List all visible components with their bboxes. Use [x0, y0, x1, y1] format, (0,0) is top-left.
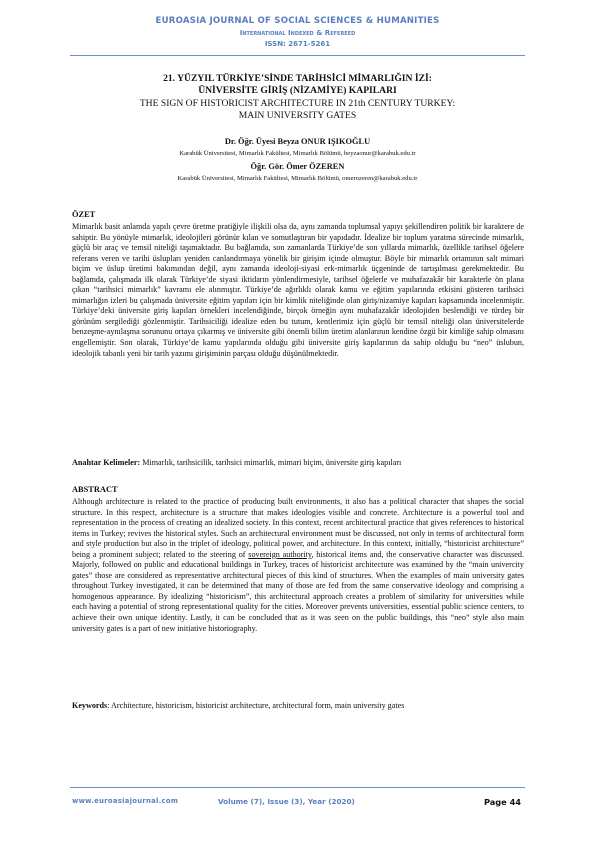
abstract-underlined-term: sovereign authority	[248, 549, 312, 559]
journal-issn: ISSN: 2671-5261	[264, 40, 331, 48]
journal-subtitle: International Indexed & Refereed	[239, 29, 356, 37]
title-turkish-line-2: ÜNİVERSİTE GİRİŞ (NİZAMİYE) KAPILARI	[198, 84, 397, 96]
journal-name: EUROASIA JOURNAL OF SOCIAL SCIENCES & HUMANITIES	[155, 16, 440, 26]
author-affiliation: Karabük Üniversitesi, Mimarlık Fakültesi, Mimarlık Bölümü, beyzaonur@karabuk.edu.tr	[179, 150, 416, 157]
abstract-text-part-1: Although architecture is related to the practice of producing built environments, it also has a political character that shapes the social structure. In this respect, architecture is a structure that makes ideologies visible and concrete. Architecture is a powerful tool and representation in the process of creating an idealized society. In this context, recent architectural practice that gives references to historical items in Turkey; revives the historical styles. Such an architectural environment must be discussed, not only in terms of architectural form and style production but also in the triplet of ideology, political power, and architecture. In this context, initially, “historicist architecture” being a prominent subject; related to the steering of	[72, 497, 524, 559]
abstract-text-part-2: , historical items and, the conservative character was discussed. Majorly, followed on public and educational buildings in Turkey, traces of historicist architecture was examined by the “main univercity gates” those are considered as representative architectural pieces of this kind of structures. When the examples of main university gates throughout Turkey investigated, it can be determined that many of those are fed from the same conservative ideology and comprising a homogenous appearance. By idealizing “historicism”, this architectural approach creates a problem of similarity for universities while each having a potential of strong representational quality for the cities. Moreover prevents universities, essential public science centers, to achieve their own unique identity. Lastly, it can be concluded that as it was seen on the public buildings, this “neo” style also main university gates is a part of new initiative historiography.	[72, 549, 524, 633]
title-english	[0, 98, 595, 121]
header-divider	[70, 55, 525, 56]
ozet-text: Mimarlık basit anlamda yapılı çevre üretme pratiğiyle ilişkili olsa da, aynı zamanda toplumsal yapıyı şekillendiren politik bir karaktere de sahiptir. Bu yönüyle mimarlık, ideolojileri görünür kılan ve somutlaştıran bir yapıdadır. İdealize bir toplum yaratma sürecinde mimarlık, güçlü bir araç ve temsil niteliği taşımaktadır. Bu bağlamda, son zamanlarda Türkiye’de son yıllarda mimarlık, özellikle tarihsel öğelere referans veren ve tarihi üslupları yeniden canlandırmaya yönelik bir girişim içinde olmuştur. Böyle bir mimarlık ortamının salt mimari biçim ve üslup üretimi bakımından değil, aynı zamanda ideoloji-siyasi erk-mimarlık üçgeninde de tartışılması gerekmektedir. Bu bağlamda, çalışmada ilk olarak Türkiye’de siyasi iktidarın yönlendirmesiyle, tarihsel öğelerle ve muhafazakâr bir karakterle ön plana çıkan “tarihsici mimarlık” kavramı ele alınmıştır. Türkiye’de ağırlıklı olarak kamu ve eğitim yapılarında etkisini gösteren tarihsici mimarlığın izleri bu çalışmada üniversite eğitim yapıları için bir kimlik niteliğinde olan giriş/nizamiye kapıları kapsamında incelenmiştir. Türkiye’deki üniversite giriş kapıları örnekleri incelendiğinde, birçok örneğin aynı muhafazakâr ideolojiden beslendiği ve türdeş bir görünüm sergilediği gözlenmiştir. Tarihsiciliği idealize eden bu tutum, kentlerimiz için güçlü bir temsil niteliği olan üniversitelerde benzeşme-aynılaşma sorununu ortaya çıkarmış ve üniversite gibi önemli bilim üretim alanlarının kendine özgü bir kimliğe sahip olmasını engellemiştir. Son olarak, Türkiye’de kamu yapılarında olduğu gibi üniversite giriş kapılarının da sahip olduğu bu “neo” üslubun, ideolojik tabanlı yeni bir tarih yazımı girişiminin parçası olduğu düşünülmektedir.	[72, 222, 524, 358]
footer-page-number: Page 44	[484, 797, 521, 807]
turkish-keywords-label: Anahtar Kelimeler:	[72, 458, 141, 467]
abstract-text	[72, 497, 524, 634]
ozet-heading: ÖZET	[72, 210, 96, 219]
author-name: Dr. Öğr. Üyesi Beyza ONUR IŞIKOĞLU	[224, 137, 371, 146]
footer-website[interactable]: www.euroasiajournal.com	[72, 797, 179, 805]
footer-volume: Volume (7), Issue (3), Year (2020)	[218, 797, 355, 806]
title-turkish	[0, 73, 595, 96]
author-affiliation: Karabük Üniversitesi, Mimarlık Fakültesi, Mimarlık Bölümü, omerozeren@karabuk.edu.tr	[177, 175, 418, 182]
turkish-keywords	[72, 458, 524, 469]
english-keywords-text: : Architecture, historicism, historicist architecture, architectural form, main university gates	[107, 701, 405, 710]
english-keywords-label: Keywords	[72, 701, 108, 710]
abstract-heading: ABSTRACT	[72, 485, 118, 494]
author-name: Öğr. Gör. Ömer ÖZEREN	[250, 162, 345, 171]
title-english-line-2: MAIN UNIVERSITY GATES	[238, 109, 357, 121]
title-turkish-line-1: 21. YÜZYIL TÜRKİYE’SİNDE TARİHSİCİ MİMARLIĞIN İZİ:	[163, 73, 432, 84]
title-english-line-1: THE SIGN OF HISTORICIST ARCHITECTURE IN 21th CENTURY TURKEY:	[139, 98, 456, 109]
turkish-keywords-text: Mimarlık, tarihsicilik, tarihsici mimarlık, mimari biçim, üniversite giriş kapıları	[140, 458, 402, 467]
footer-divider	[70, 787, 525, 788]
english-keywords	[72, 701, 524, 712]
